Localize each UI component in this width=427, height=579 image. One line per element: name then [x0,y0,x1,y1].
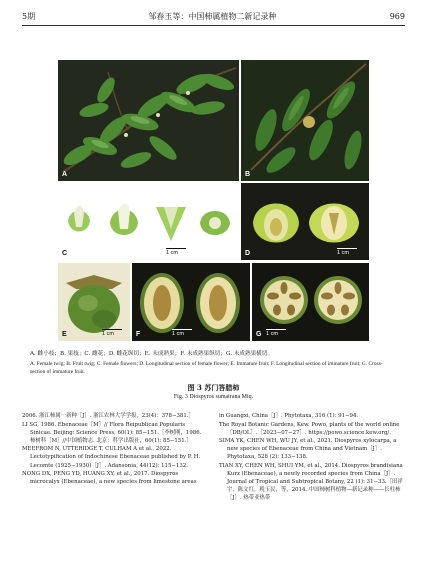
reference-entry: The Royal Botanic Gardens, Kew. Powo, plants of the world online［DB/OL］.［2023−07−27］. https://powo.science.kew.org/. [219,421,400,436]
panel-label: F [136,331,141,338]
scale-bar: 1 cm [166,248,186,256]
fruit-twig-photo [241,60,369,181]
panel-b-fruit-twig [241,60,369,181]
references-right-column [219,412,405,503]
panel-d-flower-section [241,183,369,260]
reference-entry: in Guangxi, China［J］. Phytotaxa, 316 (1): 91−94. [219,413,359,419]
page-number: 969 [389,11,405,21]
scale-bar: 1 cm [337,248,357,256]
panel-label: C [62,250,68,257]
panel-label: G [256,331,262,338]
references-left-column [22,412,207,487]
scale-bar: 1 cm [102,329,122,337]
figure-title-cn: 图 3 苏门答腊柿 [187,383,240,392]
figure-caption-en: A. Female twig; B. Fruit twig; C. Female flowers; D. Longitudinal section of female flower; E. Immature fruit; F. Longitudinal section of immature fruit; G. Cross-section of immature fruit. [30,361,383,375]
panel-label: B [245,171,251,178]
panel-e-immature-fruit [58,263,130,341]
figure-title-en: Fig. 3 Diospyros sumatrana Miq. [173,394,254,400]
panel-a-female-twig [58,60,239,181]
reference-entry: NONG DX, PENG YD, HUANG XY, et al., 2017. Diospyros microcalyx (Ebenaceae), a new species from limestone areas [22,471,197,486]
issue-number: 5期 [22,11,36,21]
scale-bar: 1 cm [172,329,192,337]
panel-f-fruit-section [132,263,250,341]
panel-label: D [245,250,251,257]
panel-label: E [62,331,67,338]
panel-g-fruit-cross-section [252,263,369,341]
panel-label: A [62,171,68,178]
running-title: 邹春玉等：中国柿属植物二新记录种 [148,11,277,21]
running-head [22,9,405,23]
female-twig-photo [58,60,239,181]
reference-entry: 2006. 浙江柿属一新种［J］. 浙江农林大学学报，23(4)：378−381.］ [22,413,194,419]
female-flowers-photo [58,183,239,260]
panel-c-female-flowers [58,183,239,260]
reference-entry: MEEFROM N, UTTERIDGE T, CULHAM A et al., 2022. Lectotypification of Indochinese Ebenaceae published by P. H. Lecomte (1925−1930)［J］. Adansonia, 44(12): 115−132. [22,446,201,469]
header-rule [22,25,405,26]
scale-bar: 1 cm [266,329,286,337]
reference-entry: LI SG, 1986. Ebenaceae［M］// Flora Reipublicae Popularis Sinicae. Beijing: Science Press, 60(1): 85−151.［李树刚，1986. 柿树科［M］//中国植物志. 北京：科学出版社，60(1): 85−151.］ [22,421,202,444]
figure-caption-cn: A. 雌小枝；B. 果枝；C. 雌花；D. 雌花纵切；E. 未成熟果；F. 未成熟果纵切；G. 未成熟果横切。 [30,351,273,357]
reference-entry: SIMA YK, CHEN WH, WU JY, et al., 2021. Diospyros xylocarpa, a new species of Ebenaceae from China and Vietnam［J］. Phytotaxa, 528 (2): 133−138. [219,438,397,461]
reference-entry: TIAN XY, CHEN WH, SHUI YM, et al., 2014. Diospyros brandisiana Kurz (Ebenaceae), a newly recorded species from China［J］. Journal of Tropical and Subtropical Botany, 22 (1): 31−33.［田祥宇，陈文红，税玉民，等，2014. 中国柿树科植物—新记录种——长柱柿［J］. 热带亚热带 [219,463,403,502]
